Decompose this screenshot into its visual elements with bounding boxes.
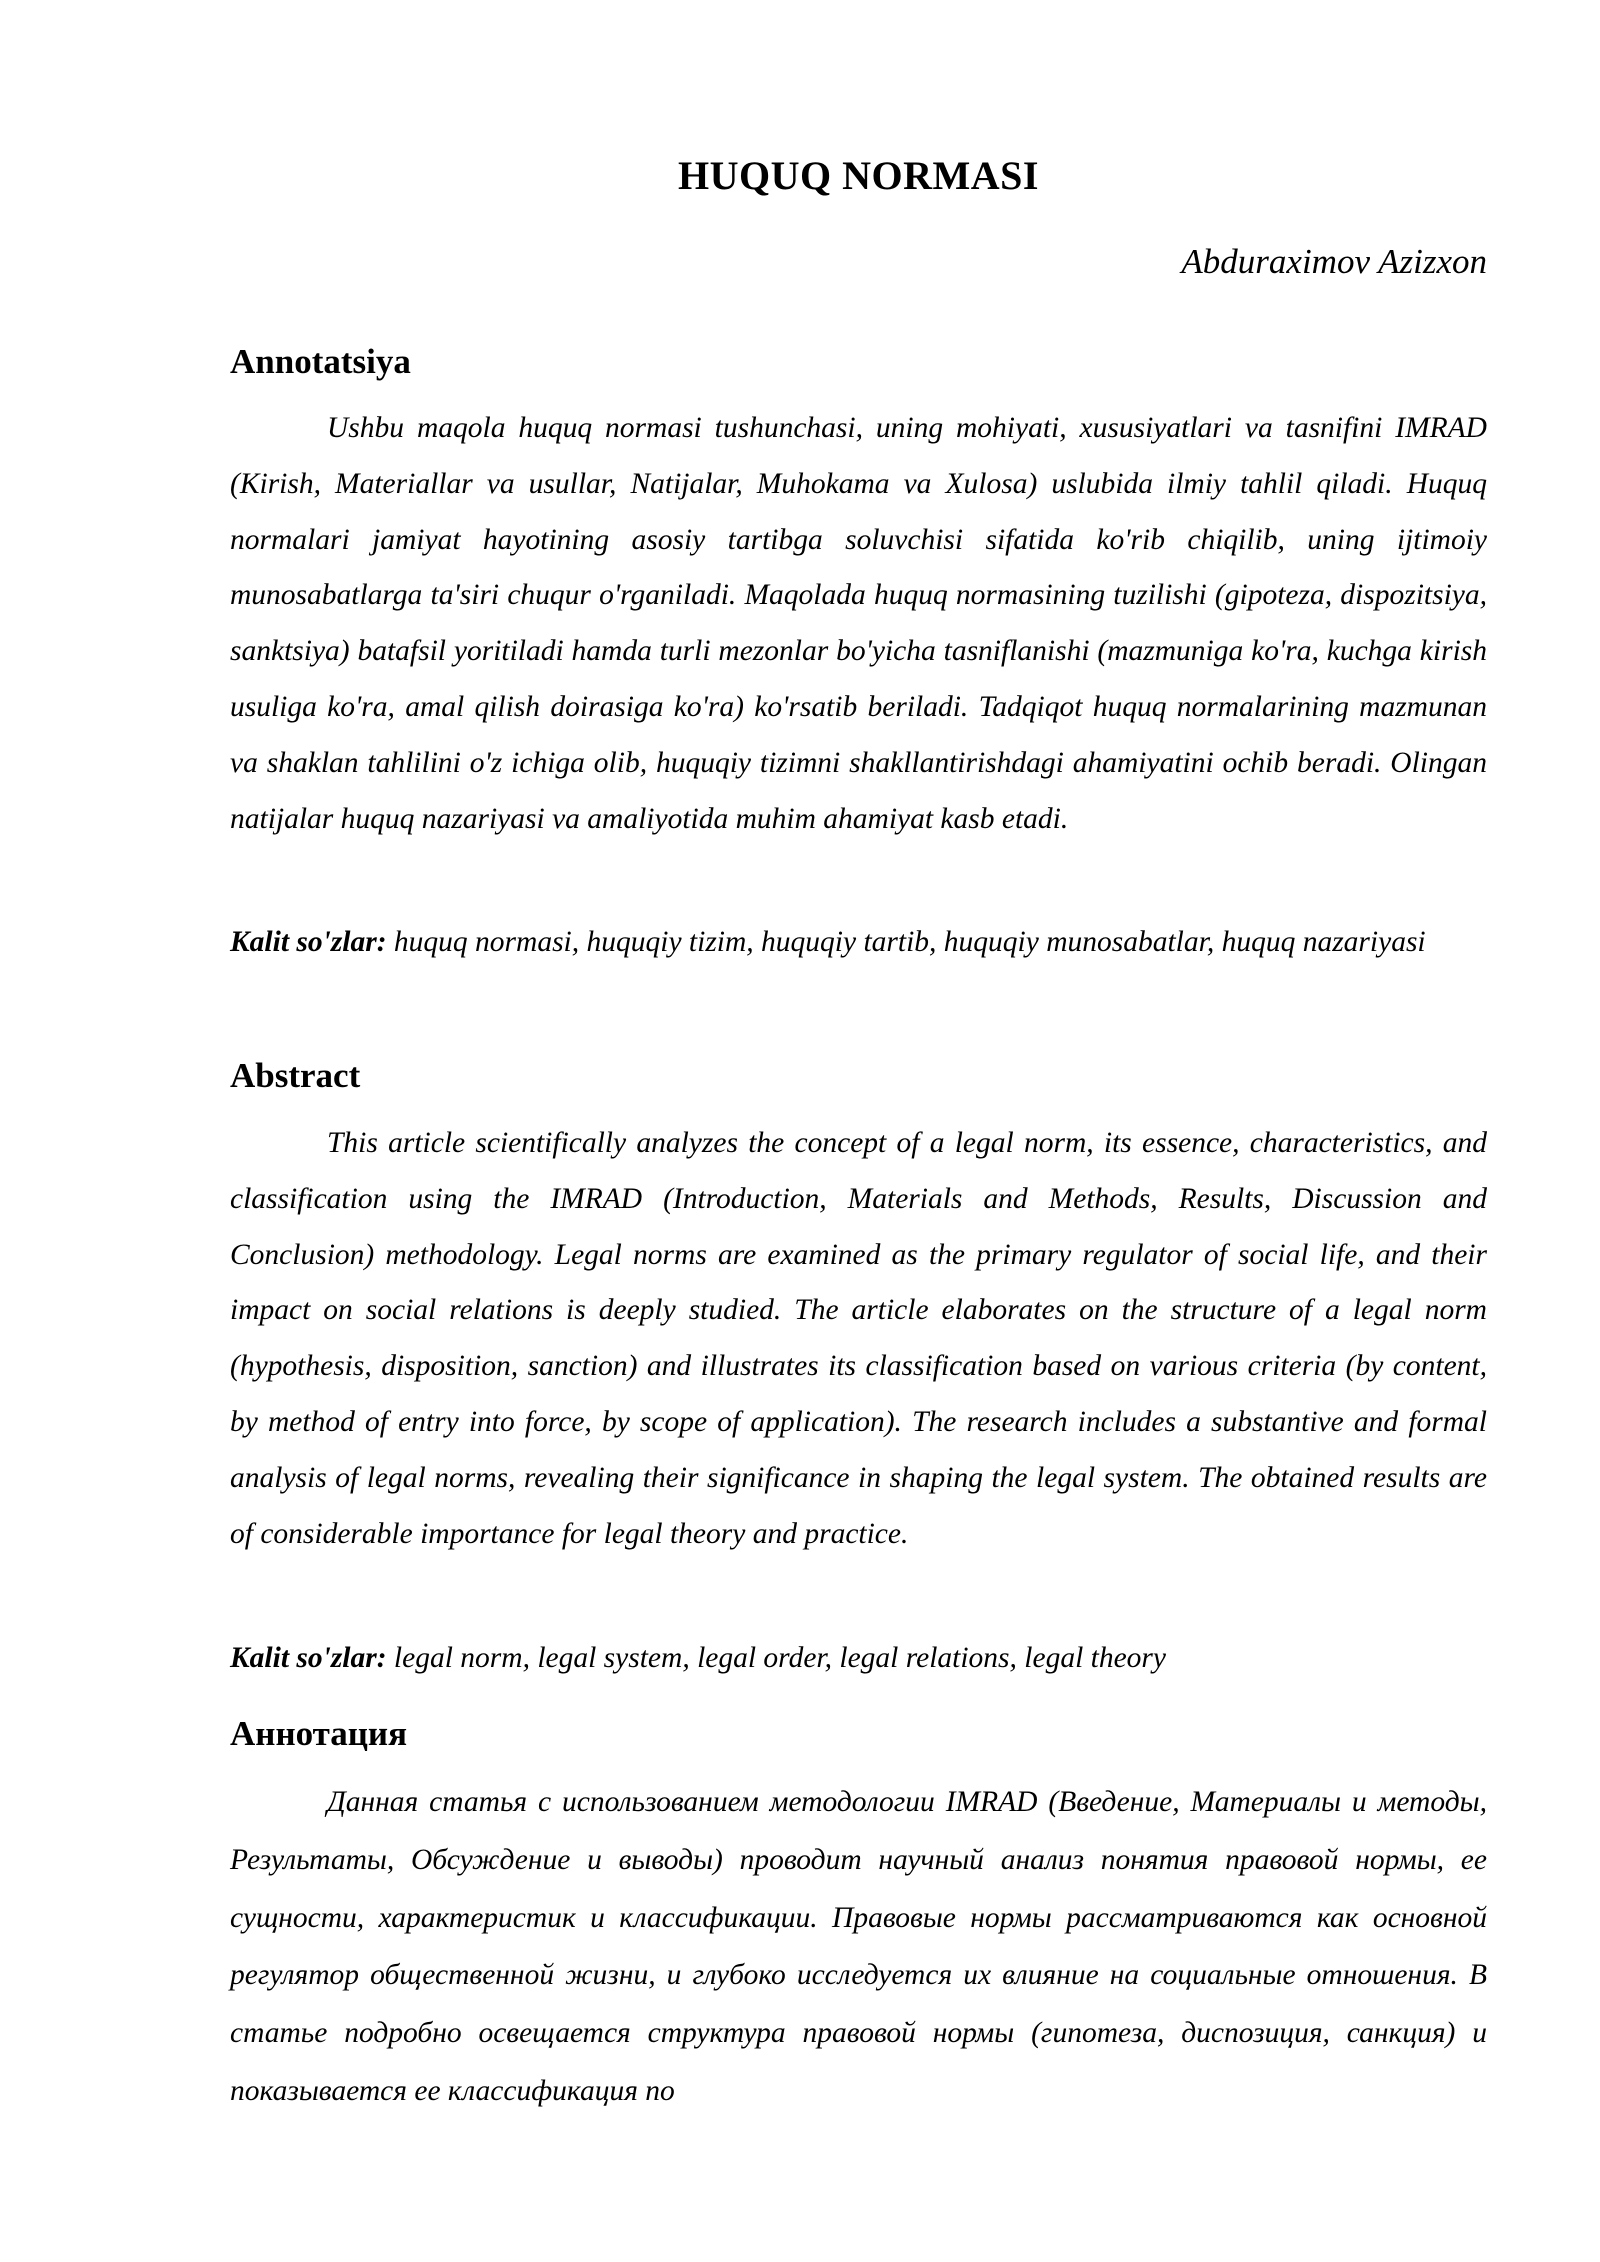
abstract-en-body: This article scientifically analyzes the concept of a legal norm, its essence, characteristics, and classification using the IMRAD (Introduction, Materials and Methods, Results, Discussion and Conclusion) methodology. Legal norms are examined as the primary regulator of social life, and their impact on social relations is deeply studied. The article elaborates on the structure of a legal norm (hypothesis, disposition, sanction) and illustrates its classification based on various criteria (by content, by method of entry into force, by scope of application). The research includes a substantive and formal analysis of legal norms, revealing their significance in shaping the legal system. The obtained results are of considerable importance for legal theory and practice.	[230, 1127, 1487, 1550]
keywords-uz-list: huquq normasi, huquqiy tizim, huquqiy tartib, huquqiy munosabatlar, huquq nazariyasi	[393, 926, 1426, 958]
annotation-ru-body: Данная статья с использованием методологии IMRAD (Введение, Материалы и методы, Результаты, Обсуждение и выводы) проводит научный анализ понятия правовой нормы, ее сущности, характеристик и классификации. Правовые нормы рассматриваются как основной регулятор общественной жизни, и глубоко исследуется их влияние на социальные отношения. В статье подробно освещается структура правовой нормы (гипотеза, диспозиция, санкция) и показывается ее классификация по	[230, 1786, 1487, 2107]
annotation-ru-heading: Аннотация	[230, 1714, 408, 1753]
keywords-uz-label: Kalit so'zlar:	[230, 926, 387, 958]
author-name: Abduraximov Azizxon	[1181, 242, 1487, 281]
annotation-uz-body: Ushbu maqola huquq normasi tushunchasi, uning mohiyati, xususiyatlari va tasnifini IMRAD (Kirish, Materiallar va usullar, Natijalar, Muhokama va Xulosa) uslubida ilmiy tahlil qiladi. Huquq normalari jamiyat hayotining asosiy tartibga soluvchisi sifatida ko'rib chiqilib, uning ijtimoiy munosabatlarga ta'siri chuqur o'rganiladi. Maqolada huquq normasining tuzilishi (gipoteza, dispozitsiya, sanktsiya) batafsil yoritiladi hamda turli mezonlar bo'yicha tasniflanishi (mazmuniga ko'ra, kuchga kirish usuliga ko'ra, amal qilish doirasiga ko'ra) ko'rsatib beriladi. Tadqiqot huquq normalarining mazmunan va shaklan tahlilini o'z ichiga olib, huquqiy tizimni shakllantirishdagi ahamiyatini ochib beradi. Olingan natijalar huquq nazariyasi va amaliyotida muhim ahamiyat kasb etadi.	[230, 412, 1487, 835]
keywords-en-list: legal norm, legal system, legal order, legal relations, legal theory	[393, 1642, 1167, 1674]
keywords-en	[230, 1631, 1487, 1687]
paper-title: HUQUQ NORMASI	[678, 153, 1039, 198]
abstract-en-heading: Abstract	[230, 1056, 361, 1095]
keywords-en-label: Kalit so'zlar:	[230, 1642, 387, 1674]
annotation-uz-heading: Annotatsiya	[230, 342, 411, 381]
keywords-uz	[230, 915, 1487, 971]
